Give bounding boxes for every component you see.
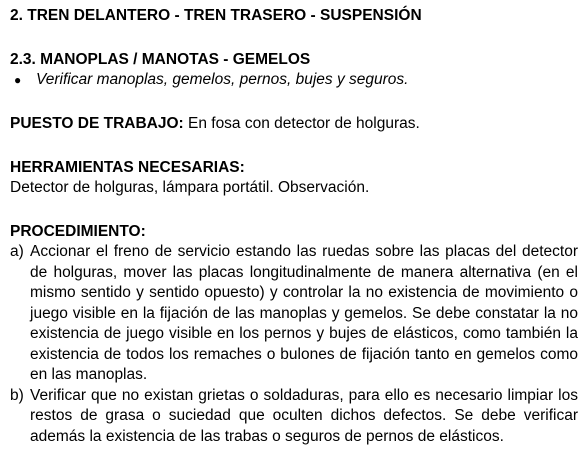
procedure-block — [10, 222, 578, 447]
step-text: Accionar el freno de servicio estando las ruedas sobre las placas del detector de holguras, mover las placas longitudinalmente de manera alternativa (en el mismo sentido y sentido opuesto) y controlar la no existencia de movimiento o juego visible en la fijación de las manoplas y gemelos. Se debe constatar la no existencia de juego visible en los pernos y bujes de elásticos, como también la existencia de todos los remaches o bulones de fijación tanto en gemelos como en las manoplas. — [30, 243, 578, 383]
workstation-line — [10, 114, 578, 134]
bullet-text: Verificar manoplas, gemelos, pernos, bujes y seguros. — [36, 71, 409, 88]
step-marker: b) — [10, 386, 24, 404]
bullet-item — [14, 70, 578, 90]
step-text: Verificar que no existan grietas o soldaduras, para ello es necesario limpiar los restos de grasa o suciedad que oculten dichos defectos. Se debe verificar además la existencia de las trabas o seguros de pernos de elásticos. — [30, 386, 578, 445]
bullet-dot-icon: ● — [14, 73, 22, 87]
section-title: 2. TREN DELANTERO - TREN TRASERO - SUSPENSIÓN — [10, 7, 422, 24]
procedure-step-b — [10, 386, 578, 448]
tools-heading: HERRAMIENTAS NECESARIAS: — [10, 159, 245, 176]
tools-block — [10, 158, 578, 198]
subsection-title: 2.3. MANOPLAS / MANOTAS - GEMELOS — [10, 51, 311, 68]
step-marker: a) — [10, 243, 24, 260]
procedure-step-a — [10, 242, 578, 386]
tools-text: Detector de holguras, lámpara portátil. Observación. — [10, 179, 370, 196]
bullet-list — [10, 70, 578, 90]
procedure-heading: PROCEDIMIENTO: — [10, 223, 146, 240]
procedure-steps — [10, 242, 578, 447]
workstation-value: En fosa con detector de holguras. — [183, 115, 420, 132]
workstation-label: PUESTO DE TRABAJO: — [10, 115, 184, 132]
